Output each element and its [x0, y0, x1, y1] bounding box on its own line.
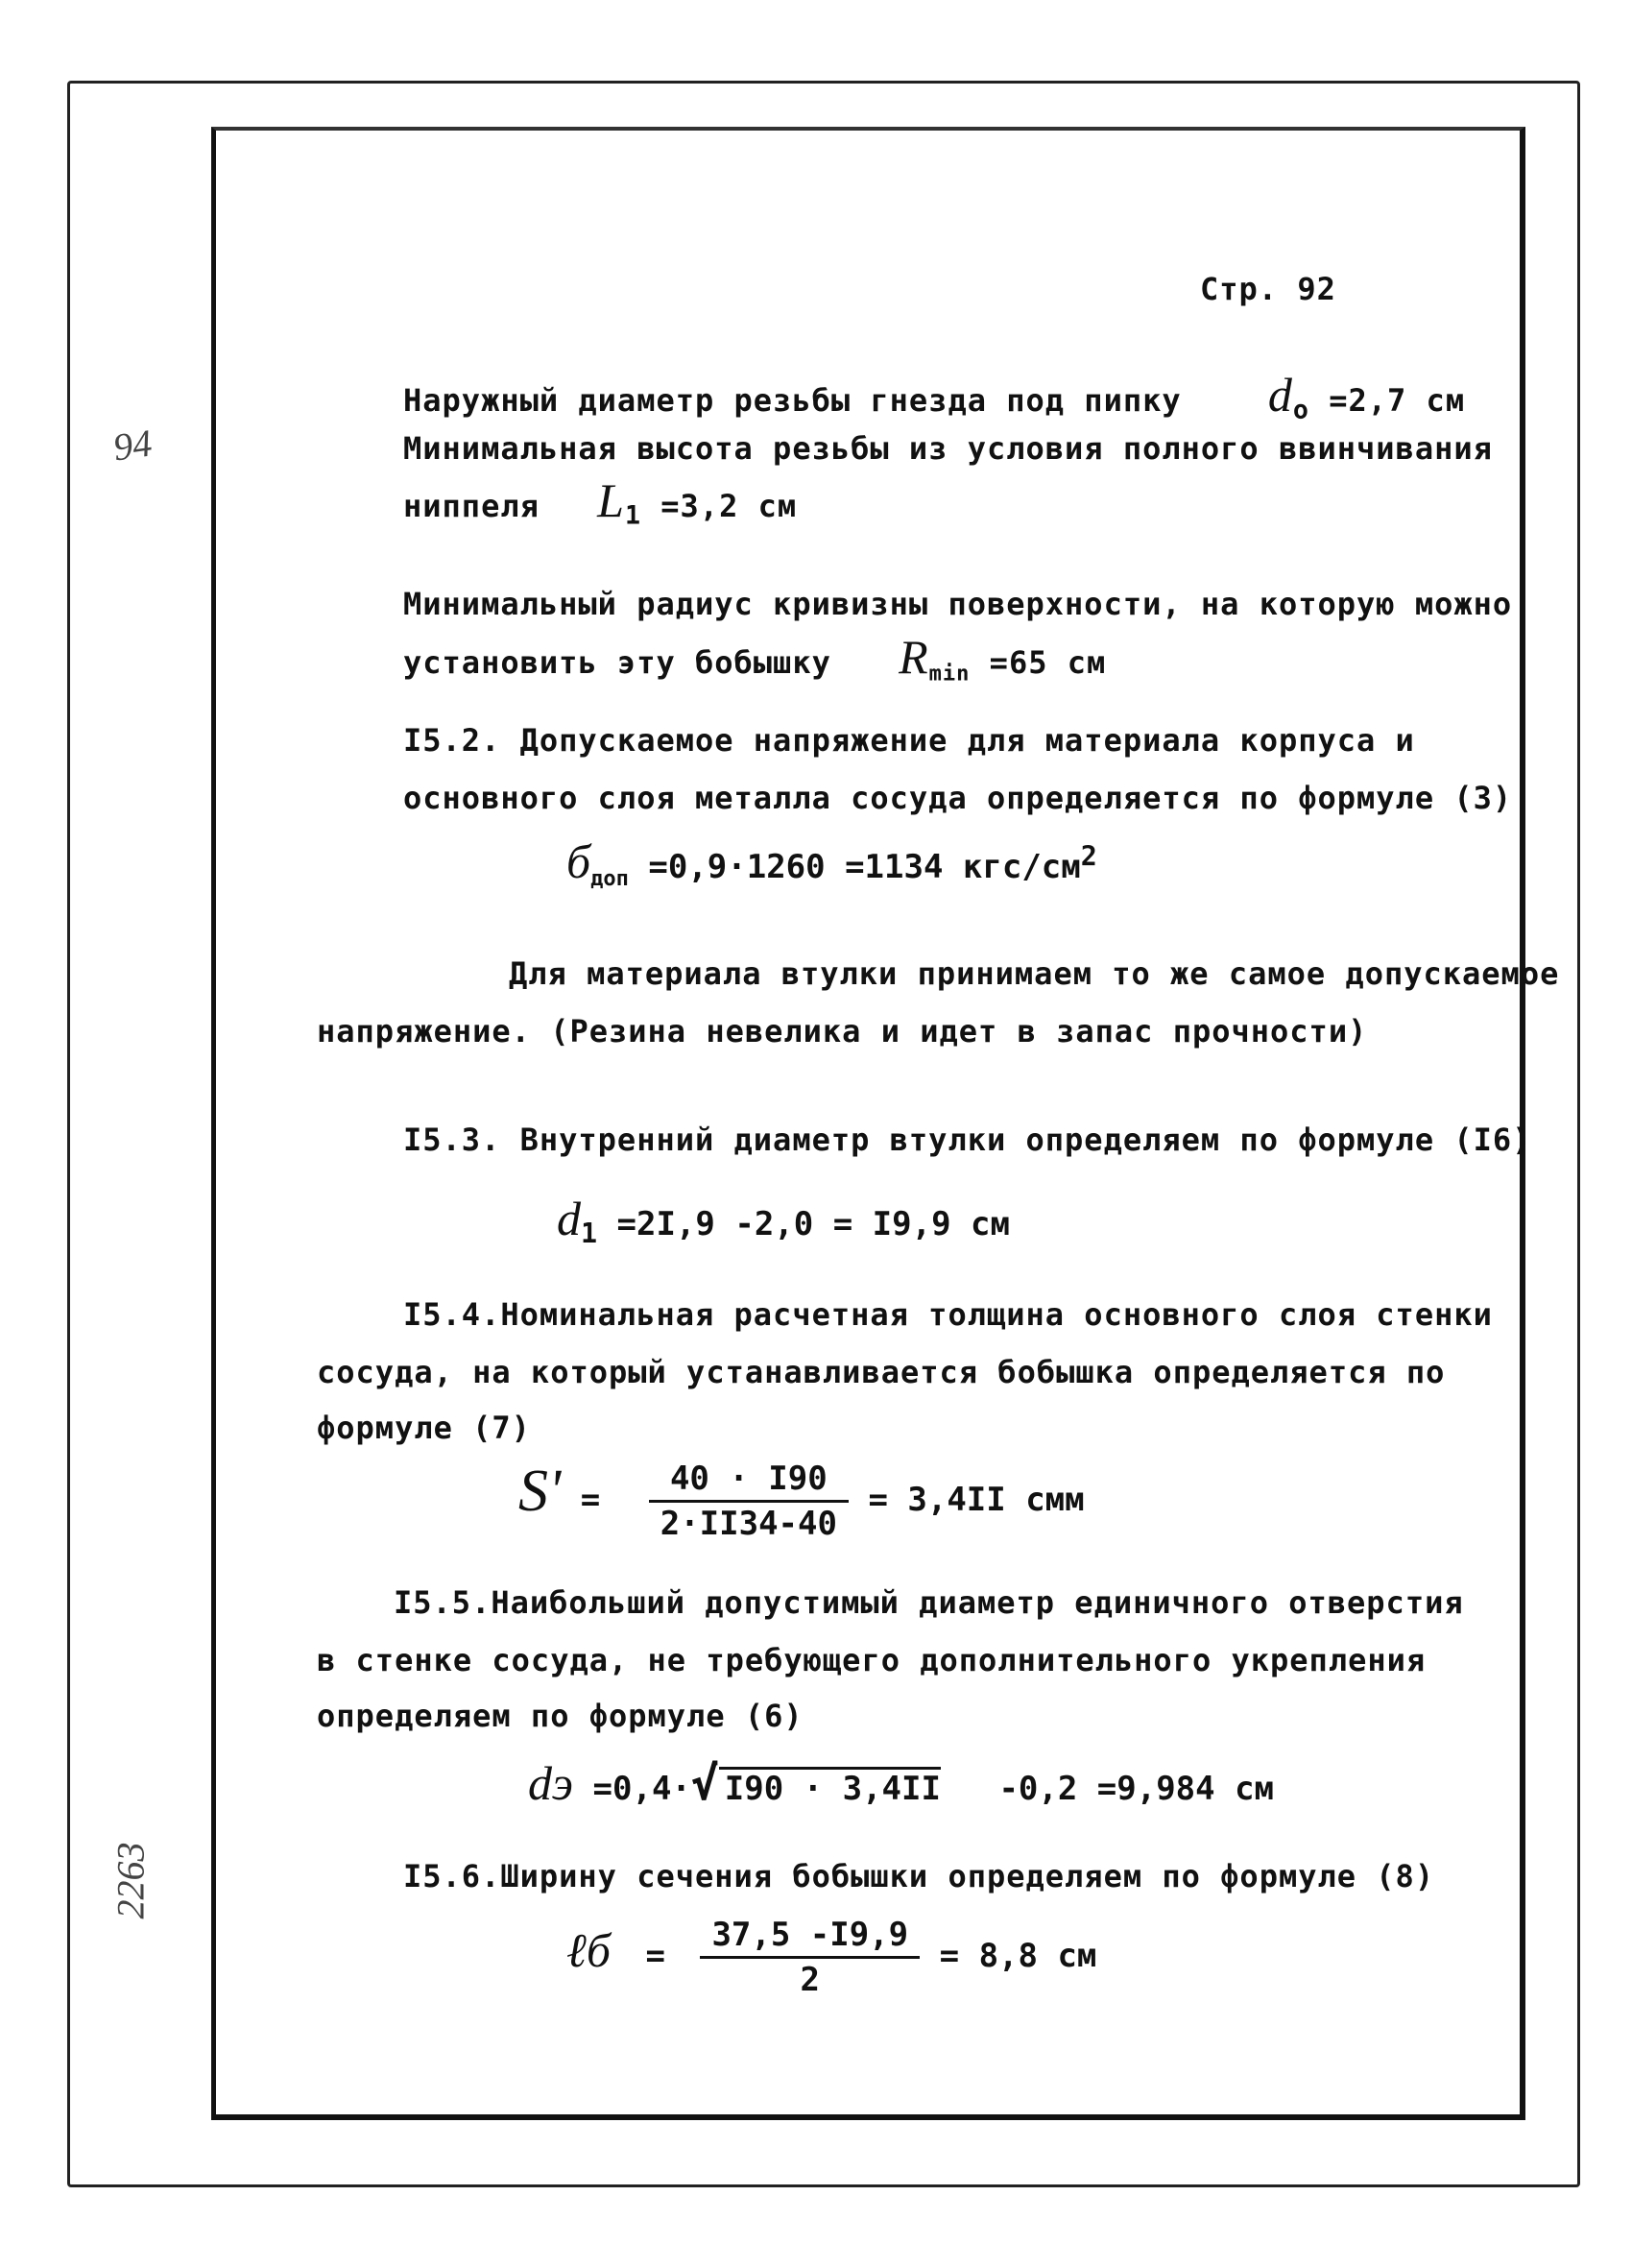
paragraph-bushing-line2: напряжение. (Резина невелика и идет в запас прочности) — [317, 1013, 1368, 1050]
section-15-4-line2: сосуда, на который устанавливается бобышка определяется по — [317, 1354, 1446, 1390]
fraction — [649, 1460, 849, 1543]
subscript: доп — [590, 866, 629, 891]
equation-boss-width — [566, 1916, 1096, 1999]
numerator: 40 · I90 — [649, 1460, 849, 1503]
result: = 3,4II смм — [868, 1481, 1085, 1519]
equals: = — [580, 1481, 601, 1519]
equals: = — [645, 1937, 665, 1975]
section-15-5-line1: I5.5.Наибольший допустимый диаметр единичного отверстия — [394, 1584, 1464, 1621]
margin-note-bottom: 2263 — [108, 1842, 153, 1919]
equation-max-hole-diameter — [528, 1755, 1274, 1811]
suffix: -0,2 =9,984 см — [998, 1770, 1275, 1808]
section-15-4-line1: I5.4.Номинальная расчетная толщина основного слоя стенки — [403, 1296, 1493, 1333]
symbol: dэ — [528, 1756, 574, 1810]
line-nipple — [403, 472, 797, 530]
subscript: 1 — [581, 1217, 598, 1249]
numerator: 37,5 -I9,9 — [700, 1916, 920, 1959]
prefix: =0,4· — [592, 1770, 691, 1808]
symbol: L — [597, 473, 625, 527]
section-15-4-line3: формуле (7) — [317, 1410, 531, 1446]
symbol: d — [1267, 368, 1293, 422]
equation-wall-thickness — [518, 1458, 1085, 1543]
text: Наружный диаметр резьбы гнезда под пипку — [403, 382, 1182, 419]
value: =2,7 см — [1329, 382, 1466, 419]
section-15-3: I5.3. Внутренний диаметр втулки определяем по формуле (I6) — [403, 1122, 1532, 1158]
margin-note-top: 94 — [110, 421, 155, 470]
radicand: I90 · 3,4II — [719, 1767, 941, 1808]
subscript: min — [928, 662, 971, 687]
symbol: б — [566, 834, 591, 888]
section-15-5-line3: определяем по формуле (6) — [317, 1698, 804, 1734]
value: =65 см — [989, 644, 1107, 681]
fraction — [700, 1916, 920, 1999]
equation-allowable-stress — [566, 833, 1097, 891]
denominator: 2·II34-40 — [660, 1505, 837, 1543]
section-15-2-line2: основного слоя металла сосуда определяется по формуле (3) — [403, 780, 1513, 816]
symbol: ℓб — [566, 1923, 611, 1977]
result: = 8,8 см — [939, 1937, 1097, 1975]
symbol: R — [899, 630, 929, 684]
section-15-6: I5.6.Ширину сечения бобышки определяем по формуле (8) — [403, 1858, 1435, 1894]
subscript: o — [1292, 395, 1309, 425]
section-15-5-line2: в стенке сосуда, не требующего дополнительного укрепления — [317, 1642, 1427, 1678]
section-15-2-line1: I5.2. Допускаемое напряжение для материала корпуса и — [403, 722, 1415, 759]
sqrt-sign: √ — [690, 1757, 719, 1811]
line-min-radius: Минимальный радиус кривизны поверхности, на которую можно — [403, 586, 1513, 622]
value: =2I,9 -2,0 = I9,9 см — [616, 1205, 1010, 1243]
line-min-height: Минимальная высота резьбы из условия полного ввинчивания — [403, 430, 1493, 467]
subscript: 1 — [624, 500, 641, 531]
value: =0,9·1260 =1134 кгс/см — [648, 848, 1081, 886]
text: ниппеля — [403, 488, 540, 524]
symbol: d — [557, 1192, 581, 1245]
line-install — [403, 629, 1106, 686]
paragraph-bushing-line1: Для материала втулки принимаем то же самое допускаемое — [509, 955, 1560, 992]
page-number: Стр. 92 — [1200, 271, 1336, 307]
line-outer-diameter — [403, 367, 1465, 424]
superscript: 2 — [1080, 840, 1097, 873]
symbol: S' — [518, 1459, 562, 1524]
text: установить эту бобышку — [403, 644, 831, 681]
equation-inner-diameter — [557, 1191, 1010, 1249]
value: =3,2 см — [660, 488, 798, 524]
denominator: 2 — [800, 1961, 821, 1999]
